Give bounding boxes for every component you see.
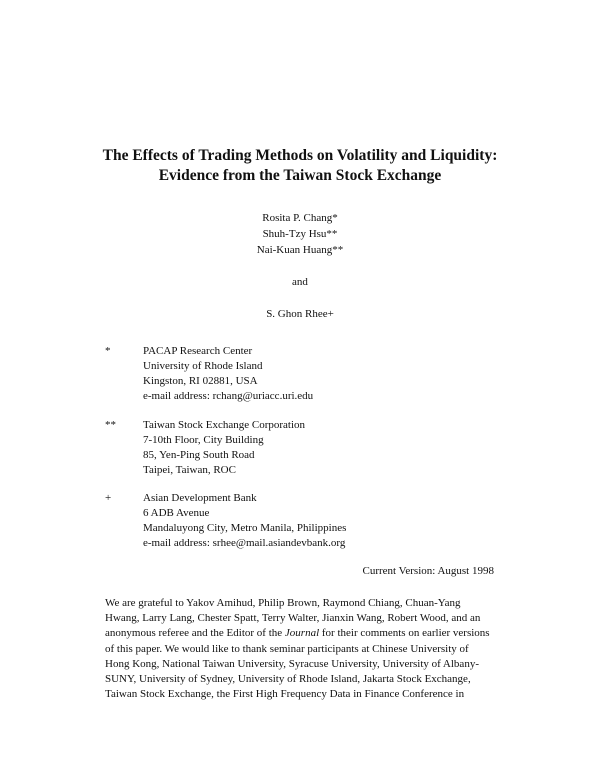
affiliation-line: PACAP Research Center — [143, 345, 253, 357]
ack-text: anonymous referee and the Editor of the — [105, 627, 285, 640]
affiliation-mark: ** — [105, 419, 116, 431]
author-3: Nai-Kuan Huang** — [256, 244, 344, 256]
ack-line: Taiwan Stock Exchange, the First High Frequency Data in Finance Conference in — [105, 688, 465, 701]
affiliation-mark: * — [105, 345, 111, 357]
title-line-2: Evidence from the Taiwan Stock Exchange — [158, 167, 442, 184]
acknowledgements — [105, 596, 500, 702]
ack-line — [105, 626, 500, 641]
affiliation-line: 85, Yen-Ping South Road — [143, 449, 255, 461]
title-line-1: The Effects of Trading Methods on Volatility and Liquidity: — [102, 147, 498, 164]
affiliation-line: Taiwan Stock Exchange Corporation — [143, 419, 306, 431]
journal-name: Journal — [284, 627, 320, 640]
current-version: Current Version: August 1998 — [362, 565, 494, 577]
ack-line: Hwang, Larry Lang, Chester Spatt, Terry Walter, Jianxin Wang, Robert Wood, and an — [105, 612, 481, 625]
affiliation-line: University of Rhode Island — [143, 360, 263, 372]
author-1: Rosita P. Chang* — [262, 212, 338, 224]
author-gap — [0, 258, 600, 274]
affiliation-line: 7-10th Floor, City Building — [143, 434, 264, 446]
author-4: S. Ghon Rhee+ — [266, 308, 334, 320]
affiliation-line: Asian Development Bank — [143, 492, 257, 504]
affiliation-email: e-mail address: srhee@mail.asiandevbank.org — [143, 537, 346, 549]
ack-line: We are grateful to Yakov Amihud, Philip Brown, Raymond Chiang, Chuan-Yang — [105, 597, 461, 609]
author-block — [0, 210, 600, 322]
affiliation-line: Taipei, Taiwan, ROC — [143, 464, 236, 476]
affiliation-line: 6 ADB Avenue — [143, 507, 210, 519]
affiliation-line: Kingston, RI 02881, USA — [143, 375, 258, 387]
author-and: and — [292, 276, 308, 288]
affiliation-line: Mandaluyong City, Metro Manila, Philippines — [143, 522, 347, 534]
author-gap — [0, 290, 600, 306]
affiliation-mark: + — [105, 492, 112, 504]
paper-title — [0, 146, 600, 186]
author-2: Shuh-Tzy Hsu** — [262, 228, 338, 240]
ack-line: SUNY, University of Sydney, University of Rhode Island, Jakarta Stock Exchange, — [105, 673, 471, 686]
ack-text: for their comments on earlier versions — [319, 627, 490, 640]
affiliation-email: e-mail address: rchang@uriacc.uri.edu — [143, 390, 314, 402]
ack-line: of this paper. We would like to thank seminar participants at Chinese University of — [105, 642, 469, 655]
ack-line: Hong Kong, National Taiwan University, Syracuse University, University of Albany- — [105, 657, 479, 670]
